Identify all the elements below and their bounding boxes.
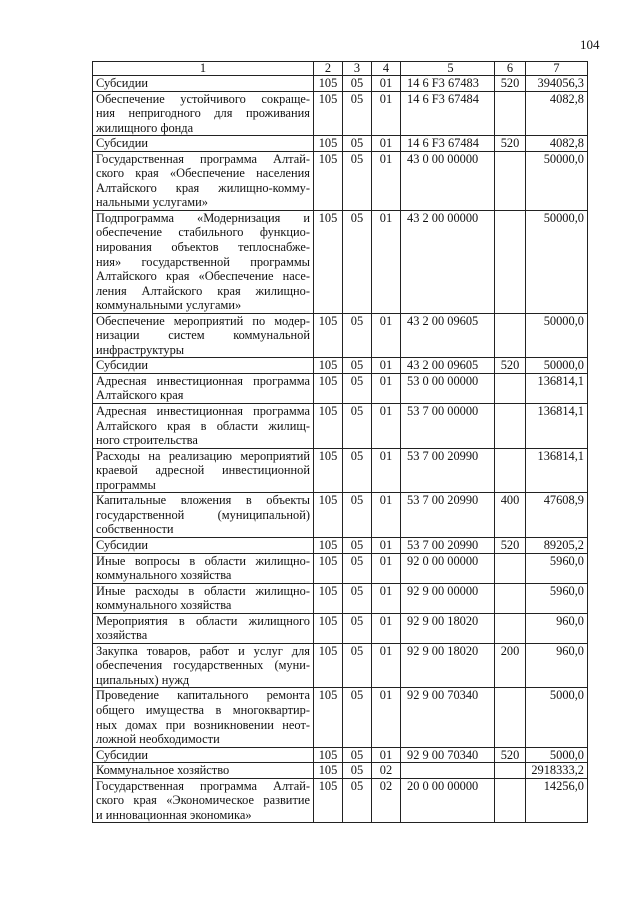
cell-c5: 53 7 00 20990 [401, 448, 495, 493]
cell-c7: 136814,1 [526, 404, 588, 449]
cell-c2: 105 [314, 448, 343, 493]
cell-c5: 92 9 00 18020 [401, 613, 495, 643]
item-name-line: нирования объектов теплоснабже- [96, 240, 310, 255]
item-name-line: жилищного фонда [96, 120, 194, 135]
table-row [93, 358, 588, 374]
cell-c6: 520 [495, 76, 526, 92]
item-name-cell [93, 136, 314, 152]
cell-c3: 05 [343, 313, 372, 358]
item-name-cell [93, 778, 314, 823]
table-row [93, 763, 588, 779]
cell-c6: 520 [495, 136, 526, 152]
item-name-line: Закупка товаров, работ и услуг для [96, 643, 310, 658]
cell-c3: 05 [343, 778, 372, 823]
cell-c6 [495, 778, 526, 823]
cell-c7: 5000,0 [526, 688, 588, 747]
table-row [93, 404, 588, 449]
cell-c2: 105 [314, 493, 343, 538]
cell-c4: 01 [372, 313, 401, 358]
cell-c2: 105 [314, 404, 343, 449]
cell-c3: 05 [343, 210, 372, 313]
item-name-line: Алтайского края в области жилищ- [96, 418, 310, 433]
cell-c6 [495, 210, 526, 313]
item-name-line: Государственная программа Алтай- [96, 151, 310, 166]
item-name-line: ского края «Экономическое развитие [96, 793, 310, 808]
column-header: 5 [401, 62, 495, 76]
item-name-cell [93, 688, 314, 747]
cell-c5: 43 2 00 00000 [401, 210, 495, 313]
cell-c2: 105 [314, 583, 343, 613]
cell-c4: 01 [372, 404, 401, 449]
cell-c2: 105 [314, 537, 343, 553]
item-name-cell [93, 313, 314, 358]
table-row [93, 778, 588, 823]
table-row [93, 747, 588, 763]
cell-c3: 05 [343, 373, 372, 403]
item-name-line: собственности [96, 522, 174, 537]
cell-c3: 05 [343, 151, 372, 210]
cell-c5: 43 0 00 00000 [401, 151, 495, 210]
cell-c2: 105 [314, 763, 343, 779]
item-name-line: обеспечение стабильного функцио- [96, 225, 310, 240]
cell-c3: 05 [343, 537, 372, 553]
item-name-line: ложной необходимости [96, 732, 220, 747]
cell-c3: 05 [343, 448, 372, 493]
cell-c6 [495, 91, 526, 136]
cell-c6 [495, 763, 526, 779]
item-name-line: Адресная инвестиционная программа [96, 404, 310, 419]
item-name-line: Иные расходы в области жилищно- [96, 583, 310, 598]
cell-c3: 05 [343, 76, 372, 92]
item-name-cell [93, 448, 314, 493]
cell-c5: 92 9 00 18020 [401, 643, 495, 688]
cell-c6: 520 [495, 358, 526, 374]
item-name-line: ного строительства [96, 433, 198, 448]
cell-c7: 5000,0 [526, 747, 588, 763]
cell-c2: 105 [314, 313, 343, 358]
table-row [93, 688, 588, 747]
cell-c2: 105 [314, 553, 343, 583]
item-name-line: Мероприятия в области жилищного [96, 613, 310, 628]
table-row [93, 537, 588, 553]
table-row [93, 643, 588, 688]
cell-c5: 53 7 00 20990 [401, 493, 495, 538]
item-name-line: Субсидии [96, 76, 148, 90]
cell-c7: 5960,0 [526, 583, 588, 613]
cell-c4: 01 [372, 210, 401, 313]
item-name-line: Субсидии [96, 358, 148, 373]
item-name-line: нальными услугами» [96, 195, 208, 210]
cell-c2: 105 [314, 358, 343, 374]
item-name-line: Алтайского края [96, 388, 184, 403]
table-row [93, 613, 588, 643]
cell-c3: 05 [343, 688, 372, 747]
item-name-cell [93, 373, 314, 403]
cell-c4: 02 [372, 763, 401, 779]
cell-c5: 53 7 00 00000 [401, 404, 495, 449]
cell-c3: 05 [343, 493, 372, 538]
cell-c5: 43 2 00 09605 [401, 358, 495, 374]
item-name-line: государственной (муниципальной) [96, 507, 310, 522]
item-name-cell [93, 493, 314, 538]
cell-c5 [401, 763, 495, 779]
cell-c4: 01 [372, 747, 401, 763]
cell-c7: 960,0 [526, 643, 588, 688]
item-name-line: Проведение капитального ремонта [96, 688, 310, 703]
item-name-cell [93, 553, 314, 583]
cell-c6: 520 [495, 537, 526, 553]
item-name-cell [93, 151, 314, 210]
cell-c2: 105 [314, 210, 343, 313]
item-name-line: программы [96, 477, 156, 492]
item-name-line: коммунального хозяйства [96, 568, 232, 583]
cell-c7: 136814,1 [526, 448, 588, 493]
cell-c3: 05 [343, 583, 372, 613]
cell-c2: 105 [314, 91, 343, 136]
table-row [93, 493, 588, 538]
item-name-line: инфраструктуры [96, 342, 185, 357]
cell-c5: 53 7 00 20990 [401, 537, 495, 553]
cell-c7: 4082,8 [526, 136, 588, 152]
table-row [93, 151, 588, 210]
item-name-cell [93, 91, 314, 136]
item-name-line: Государственная программа Алтай- [96, 778, 310, 793]
cell-c6 [495, 151, 526, 210]
cell-c4: 01 [372, 583, 401, 613]
table-row [93, 136, 588, 152]
item-name-line: ления Алтайского края жилищно- [96, 283, 310, 298]
item-name-line: ского края «Обеспечение населения [96, 166, 310, 181]
cell-c6: 200 [495, 643, 526, 688]
item-name-line: Алтайского края «Обеспечение насе- [96, 269, 310, 284]
cell-c3: 05 [343, 91, 372, 136]
item-name-line: и инновационная экономика» [96, 807, 252, 822]
cell-c6 [495, 613, 526, 643]
item-name-cell [93, 76, 314, 92]
item-name-line: ния непригодного для проживания [96, 106, 310, 121]
cell-c2: 105 [314, 613, 343, 643]
item-name-line: общего имущества в многоквартир- [96, 702, 310, 717]
column-header: 7 [526, 62, 588, 76]
cell-c6 [495, 553, 526, 583]
item-name-cell [93, 583, 314, 613]
cell-c2: 105 [314, 778, 343, 823]
item-name-line: Подпрограмма «Модернизация и [96, 210, 310, 225]
item-name-line: Алтайского края жилищно-комму- [96, 180, 310, 195]
item-name-cell [93, 537, 314, 553]
cell-c4: 01 [372, 553, 401, 583]
cell-c3: 05 [343, 553, 372, 583]
cell-c5: 14 6 F3 67484 [401, 136, 495, 152]
item-name-cell [93, 763, 314, 779]
cell-c4: 01 [372, 613, 401, 643]
cell-c4: 01 [372, 358, 401, 374]
cell-c5: 92 0 00 00000 [401, 553, 495, 583]
cell-c7: 960,0 [526, 613, 588, 643]
cell-c5: 92 9 00 00000 [401, 583, 495, 613]
cell-c4: 01 [372, 136, 401, 152]
cell-c3: 05 [343, 763, 372, 779]
cell-c7: 394056,3 [526, 76, 588, 92]
table-row [93, 76, 588, 92]
cell-c4: 01 [372, 448, 401, 493]
cell-c6 [495, 583, 526, 613]
table-row [93, 313, 588, 358]
cell-c7: 89205,2 [526, 537, 588, 553]
cell-c4: 01 [372, 151, 401, 210]
cell-c7: 50000,0 [526, 358, 588, 374]
cell-c7: 136814,1 [526, 373, 588, 403]
item-name-line: Иные вопросы в области жилищно- [96, 553, 310, 568]
item-name-line: низации систем коммунальной [96, 328, 310, 343]
item-name-cell [93, 613, 314, 643]
cell-c5: 14 6 F3 67483 [401, 76, 495, 92]
item-name-cell [93, 358, 314, 374]
table-row [93, 583, 588, 613]
cell-c7: 14256,0 [526, 778, 588, 823]
cell-c2: 105 [314, 747, 343, 763]
item-name-line: Расходы на реализацию мероприятий [96, 448, 310, 463]
cell-c3: 05 [343, 358, 372, 374]
cell-c7: 47608,9 [526, 493, 588, 538]
budget-table [92, 61, 588, 823]
item-name-cell [93, 210, 314, 313]
cell-c2: 105 [314, 136, 343, 152]
column-header-row [93, 62, 588, 76]
cell-c2: 105 [314, 643, 343, 688]
cell-c2: 105 [314, 76, 343, 92]
cell-c4: 01 [372, 91, 401, 136]
item-name-cell [93, 404, 314, 449]
cell-c2: 105 [314, 151, 343, 210]
table-row [93, 91, 588, 136]
item-name-line: коммунального хозяйства [96, 598, 232, 613]
cell-c5: 14 6 F3 67484 [401, 91, 495, 136]
item-name-cell [93, 747, 314, 763]
cell-c2: 105 [314, 688, 343, 747]
column-header: 3 [343, 62, 372, 76]
cell-c6 [495, 404, 526, 449]
cell-c4: 01 [372, 643, 401, 688]
item-name-line: коммунальными услугами» [96, 298, 242, 313]
item-name-line: Обеспечение устойчивого сокраще- [96, 91, 310, 106]
column-header: 2 [314, 62, 343, 76]
cell-c3: 05 [343, 643, 372, 688]
cell-c4: 02 [372, 778, 401, 823]
item-name-line: ципальных) нужд [96, 672, 190, 687]
cell-c5: 92 9 00 70340 [401, 747, 495, 763]
cell-c4: 01 [372, 688, 401, 747]
cell-c6 [495, 688, 526, 747]
item-name-line: краевой адресной инвестиционной [96, 463, 310, 478]
cell-c3: 05 [343, 613, 372, 643]
item-name-line: ных домах при возникновении неот- [96, 717, 310, 732]
item-name-line: Субсидии [96, 136, 148, 151]
cell-c5: 53 0 00 00000 [401, 373, 495, 403]
column-header: 4 [372, 62, 401, 76]
table-row [93, 373, 588, 403]
cell-c7: 50000,0 [526, 210, 588, 313]
cell-c3: 05 [343, 747, 372, 763]
cell-c7: 2918333,2 [526, 763, 588, 779]
item-name-line: Субсидии [96, 537, 148, 552]
item-name-line: ния» государственной программы [96, 254, 310, 269]
page-number: 104 [580, 37, 600, 52]
cell-c5: 43 2 00 09605 [401, 313, 495, 358]
cell-c6: 520 [495, 747, 526, 763]
item-name-line: обеспечения государственных (муни- [96, 658, 310, 673]
item-name-line: Обеспечение мероприятий по модер- [96, 313, 310, 328]
cell-c5: 20 0 00 00000 [401, 778, 495, 823]
cell-c6: 400 [495, 493, 526, 538]
item-name-line: Коммунальное хозяйство [96, 763, 230, 778]
cell-c4: 01 [372, 373, 401, 403]
cell-c6 [495, 448, 526, 493]
item-name-line: Капитальные вложения в объекты [96, 493, 310, 508]
table-row [93, 553, 588, 583]
cell-c7: 5960,0 [526, 553, 588, 583]
cell-c6 [495, 373, 526, 403]
cell-c7: 4082,8 [526, 91, 588, 136]
table-row [93, 210, 588, 313]
cell-c7: 50000,0 [526, 151, 588, 210]
cell-c4: 01 [372, 493, 401, 538]
column-header: 1 [93, 62, 314, 76]
item-name-line: хозяйства [96, 628, 148, 643]
column-header: 6 [495, 62, 526, 76]
item-name-line: Субсидии [96, 747, 148, 762]
cell-c5: 92 9 00 70340 [401, 688, 495, 747]
item-name-cell [93, 643, 314, 688]
cell-c6 [495, 313, 526, 358]
cell-c3: 05 [343, 136, 372, 152]
cell-c4: 01 [372, 76, 401, 92]
item-name-line: Адресная инвестиционная программа [96, 373, 310, 388]
cell-c3: 05 [343, 404, 372, 449]
cell-c7: 50000,0 [526, 313, 588, 358]
cell-c2: 105 [314, 373, 343, 403]
cell-c4: 01 [372, 537, 401, 553]
table-row [93, 448, 588, 493]
